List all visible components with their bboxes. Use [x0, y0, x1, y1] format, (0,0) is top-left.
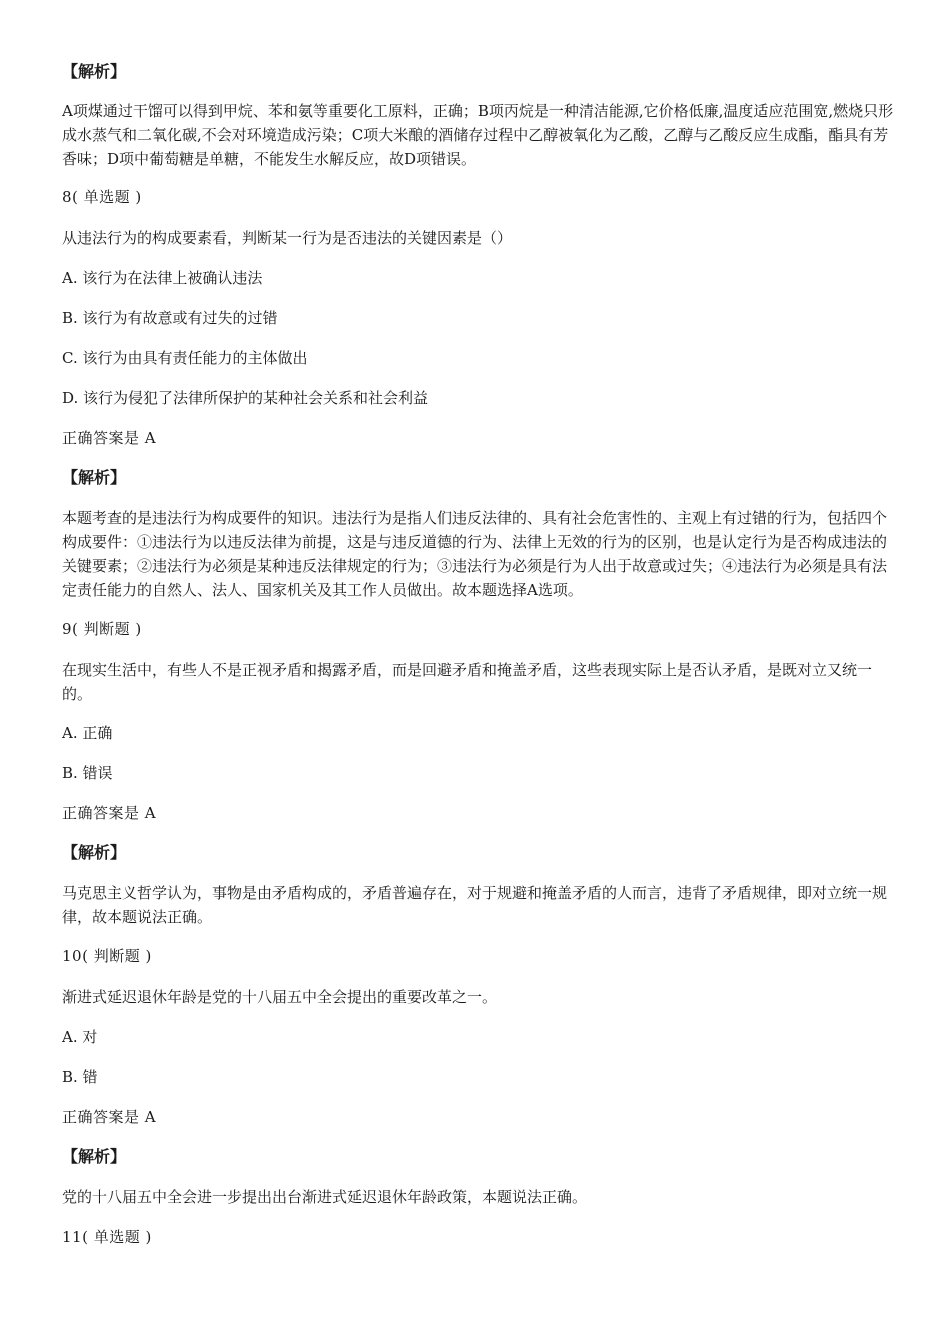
analysis-heading: 【解析】: [62, 843, 127, 862]
question-stem: 渐进式延迟退休年龄是党的十八届五中全会提出的重要改革之一。: [62, 988, 498, 1006]
analysis-text: 党的十八届五中全会进一步提出出台渐进式延迟退休年龄政策，本题说法正确。: [62, 1188, 588, 1206]
option-a: A. 正确: [62, 724, 113, 742]
option-d: D. 该行为侵犯了法律所保护的某种社会关系和社会利益: [62, 389, 429, 407]
analysis-text: 本题考查的是违法行为构成要件的知识。违法行为是指人们违反法律的、具有社会危害性的、主观上有过错的行为，包括四个构成要件：①违法行为以违反法律为前提，这是与违反道德的行为、法律上无效的行为的区别，也是认定行为是否构成违法的关键要素；②违法行为必须是某种违反法律规定的行为；③违法行为必须是行为人出于故意或过失；④违法行为必须是具有法定责任能力的自然人、法人、国家机关及其工作人员做出。故本题选择A选项。: [62, 509, 888, 599]
analysis-text: A项煤通过干馏可以得到甲烷、苯和氨等重要化工原料，正确；B项丙烷是一种清洁能源,它价格低廉,温度适应范围宽,燃烧只形成水蒸气和二氧化碳,不会对环境造成污染；C项大米酿的酒储存过程中乙醇被氧化为乙酸，乙醇与乙酸反应生成酯，酯具有芳香味；D项中葡萄糖是单糖，不能发生水解反应，故D项错误。: [62, 102, 894, 168]
question-label: 11( 单选题 ): [62, 1228, 152, 1246]
analysis-heading: 【解析】: [62, 468, 127, 487]
correct-answer: 正确答案是 A: [62, 429, 157, 447]
question-label: 8( 单选题 ): [62, 188, 142, 206]
question-label: 9( 判断题 ): [62, 620, 142, 638]
analysis-heading: 【解析】: [62, 62, 127, 81]
question-label: 10( 判断题 ): [62, 947, 152, 965]
question-stem: 从违法行为的构成要素看，判断某一行为是否违法的关键因素是（）: [62, 229, 513, 247]
option-a: A. 该行为在法律上被确认违法: [62, 269, 263, 287]
option-b: B. 错: [62, 1068, 98, 1086]
option-a: A. 对: [62, 1028, 98, 1046]
option-b: B. 错误: [62, 764, 113, 782]
analysis-text: 马克思主义哲学认为，事物是由矛盾构成的，矛盾普遍存在，对于规避和掩盖矛盾的人而言，违背了矛盾规律，即对立统一规律，故本题说法正确。: [62, 884, 888, 926]
option-c: C. 该行为由具有责任能力的主体做出: [62, 349, 308, 367]
correct-answer: 正确答案是 A: [62, 1108, 157, 1126]
correct-answer: 正确答案是 A: [62, 804, 157, 822]
analysis-heading: 【解析】: [62, 1147, 127, 1166]
option-b: B. 该行为有故意或有过失的过错: [62, 309, 278, 327]
question-stem: 在现实生活中，有些人不是正视矛盾和揭露矛盾，而是回避矛盾和掩盖矛盾，这些表现实际上是否认矛盾，是既对立又统一的。: [62, 661, 873, 703]
